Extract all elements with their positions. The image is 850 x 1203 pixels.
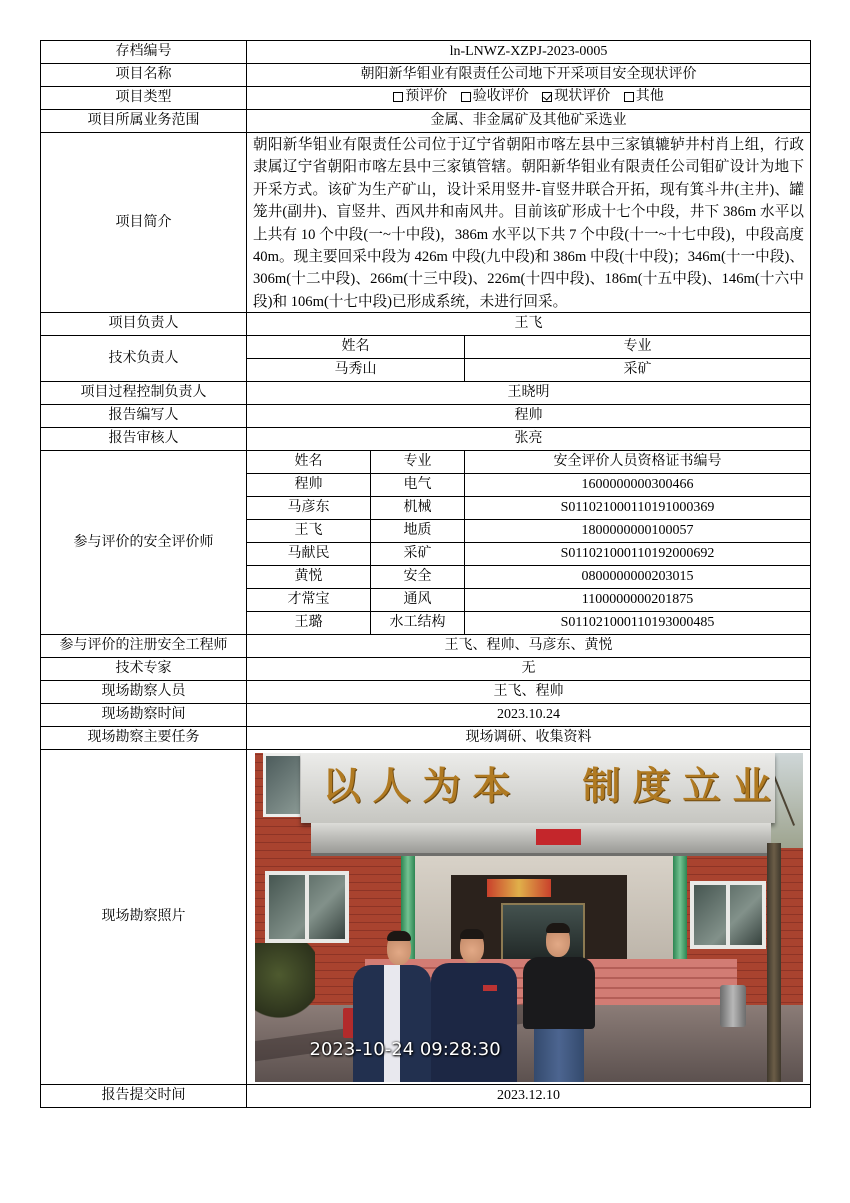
photo-timestamp: 2023-10-24 09:28:30 (309, 1038, 501, 1060)
photo-person-right-jacket (523, 957, 595, 1029)
archive-no-value: ln-LNWZ-XZPJ-2023-0005 (247, 41, 811, 64)
technical-lead-label: 技术负责人 (41, 336, 247, 382)
photo-person-right-jeans (534, 1027, 584, 1082)
option-acceptance-evaluation (461, 88, 529, 106)
project-summary-cell (247, 133, 811, 313)
option-status-evaluation (542, 88, 610, 106)
site-survey-staff-value: 王飞、程帅 (247, 681, 811, 704)
evaluator-name: 王璐 (247, 612, 371, 635)
evaluators-name-header: 姓名 (247, 451, 371, 474)
evaluator-cert-no: 1800000000100057 (465, 520, 811, 543)
evaluator-specialty: 水工结构 (371, 612, 465, 635)
technical-experts-label: 技术专家 (41, 658, 247, 681)
site-survey-staff-label: 现场勘察人员 (41, 681, 247, 704)
registered-engineers-row (41, 635, 811, 658)
site-survey-tasks-value: 现场调研、收集资料 (247, 727, 811, 750)
option-label: 预评价 (405, 89, 448, 104)
project-type-label: 项目类型 (41, 87, 247, 110)
evaluator-specialty: 机械 (371, 497, 465, 520)
project-summary-row (41, 133, 811, 313)
photo-upper-window (263, 753, 303, 817)
project-name-label: 项目名称 (41, 64, 247, 87)
business-scope-value: 金属、非金属矿及其他矿采选业 (247, 110, 811, 133)
project-type-options (247, 87, 811, 110)
site-survey-tasks-label: 现场勘察主要任务 (41, 727, 247, 750)
photo-sign-text-left: 以人为本 (322, 762, 523, 808)
technical-experts-value: 无 (247, 658, 811, 681)
option-label: 验收评价 (472, 89, 529, 104)
process-control-lead-value: 王晓明 (247, 382, 811, 405)
evaluator-specialty: 采矿 (371, 543, 465, 566)
report-author-label: 报告编写人 (41, 405, 247, 428)
business-scope-label: 项目所属业务范围 (41, 110, 247, 133)
evaluator-cert-no: S011021000110193000485 (465, 612, 811, 635)
evaluator-specialty: 安全 (371, 566, 465, 589)
evaluator-cert-no: S011021000110191000369 (465, 497, 811, 520)
evaluator-name: 王飞 (247, 520, 371, 543)
evaluator-name: 才常宝 (247, 589, 371, 612)
report-reviewer-row (41, 428, 811, 451)
evaluator-name: 程帅 (247, 474, 371, 497)
project-lead-row (41, 313, 811, 336)
option-other (624, 88, 664, 106)
technical-lead-specialty: 采矿 (465, 359, 811, 382)
technical-lead-name: 马秀山 (247, 359, 465, 382)
photo-pillar (673, 856, 687, 966)
checkbox-icon (461, 92, 471, 102)
submission-date-label: 报告提交时间 (41, 1085, 247, 1108)
photo-person-left-shirt (384, 965, 400, 1082)
registered-engineers-label: 参与评价的注册安全工程师 (41, 635, 247, 658)
process-control-lead-label: 项目过程控制负责人 (41, 382, 247, 405)
checkbox-icon (624, 92, 634, 102)
photo-tree-trunk (767, 843, 781, 1082)
evaluator-name: 黄悦 (247, 566, 371, 589)
business-scope-row (41, 110, 811, 133)
evaluator-specialty: 电气 (371, 474, 465, 497)
archive-no-row (41, 41, 811, 64)
evaluators-label: 参与评价的安全评价师 (41, 451, 247, 635)
site-photo-label: 现场勘察照片 (41, 750, 247, 1085)
archive-no-label: 存档编号 (41, 41, 247, 64)
photo-shrub (255, 943, 315, 1023)
photo-red-banner (536, 829, 581, 845)
site-survey-date-row (41, 704, 811, 727)
checkbox-checked-icon (542, 92, 552, 102)
report-reviewer-value: 张亮 (247, 428, 811, 451)
evaluator-specialty: 通风 (371, 589, 465, 612)
evaluator-specialty: 地质 (371, 520, 465, 543)
evaluator-cert-no: 0800000000203015 (465, 566, 811, 589)
option-pre-evaluation (393, 88, 447, 106)
photo-person-middle-badge (483, 985, 497, 991)
site-survey-staff-row (41, 681, 811, 704)
photo-building-sign (301, 753, 783, 823)
evaluation-info-table (40, 40, 811, 1108)
evaluators-specialty-header: 专业 (371, 451, 465, 474)
site-survey-tasks-row (41, 727, 811, 750)
project-type-row (41, 87, 811, 110)
report-reviewer-label: 报告审核人 (41, 428, 247, 451)
photo-person-middle-jacket (431, 963, 517, 1082)
checkbox-icon (393, 92, 403, 102)
project-lead-label: 项目负责人 (41, 313, 247, 336)
submission-date-row (41, 1085, 811, 1108)
project-name-value: 朝阳新华钼业有限责任公司地下开采项目安全现状评价 (247, 64, 811, 87)
evaluators-header-row (41, 451, 811, 474)
photo-door-decoration (487, 879, 551, 897)
registered-engineers-value: 王飞、程帅、马彦东、黄悦 (247, 635, 811, 658)
photo-trash-bin (720, 985, 746, 1027)
site-photo-cell (247, 750, 811, 1085)
report-author-row (41, 405, 811, 428)
evaluator-name: 马彦东 (247, 497, 371, 520)
evaluator-name: 马献民 (247, 543, 371, 566)
technical-lead-header-row (41, 336, 811, 359)
photo-person-middle-hair (460, 929, 484, 939)
report-author-value: 程帅 (247, 405, 811, 428)
site-survey-date-value: 2023.10.24 (247, 704, 811, 727)
site-photo-row (41, 750, 811, 1085)
evaluator-cert-no: 1100000000201875 (465, 589, 811, 612)
site-photo (255, 753, 803, 1082)
evaluators-cert-header: 安全评价人员资格证书编号 (465, 451, 811, 474)
process-control-lead-row (41, 382, 811, 405)
technical-experts-row (41, 658, 811, 681)
option-label: 其他 (635, 89, 664, 104)
photo-sign-text-right: 制度立业 (582, 762, 783, 808)
project-lead-value: 王飞 (247, 313, 811, 336)
project-name-row (41, 64, 811, 87)
project-summary-label: 项目简介 (41, 133, 247, 313)
technical-lead-specialty-header: 专业 (465, 336, 811, 359)
photo-person-right-hair (546, 923, 570, 933)
project-summary-text: 朝阳新华钼业有限责任公司位于辽宁省朝阳市喀左县中三家镇辘轳井村肖上组，行政隶属辽宁省朝阳市喀左县中三家镇管辖。朝阳新华钼业有限责任公司钼矿设计为地下开采方式。该矿为生产矿山，设计采用竖井-盲竖井联合开拓，现有箕斗井(主井)、罐笼井(副井)、盲竖井、西风井和南风井。目前该矿形成十七个中段，井下 386m 水平以上共有 10 个中段(一~十中段)，386m 水平以下共 7 个中段(十一~十七中段)，中段高度 40m。现主要回采中段为 426m 中段(九中段)和 386m 中段(十中段)；346m(十一中段)、306m(十二中段)、266m(十三中段)、226m(十四中段)、186m(十五中段)、146m(十六中段)和 106m(十七中段)已形成系统，未进行回采。 (253, 137, 805, 310)
submission-date-value: 2023.12.10 (247, 1085, 811, 1108)
technical-lead-name-header: 姓名 (247, 336, 465, 359)
site-survey-date-label: 现场勘察时间 (41, 704, 247, 727)
evaluator-cert-no: S011021000110192000692 (465, 543, 811, 566)
photo-window-frame (726, 881, 730, 949)
photo-person-left-hair (387, 931, 411, 941)
evaluator-cert-no: 1600000000300466 (465, 474, 811, 497)
option-label: 现状评价 (554, 89, 611, 104)
photo-window-frame (305, 871, 309, 943)
